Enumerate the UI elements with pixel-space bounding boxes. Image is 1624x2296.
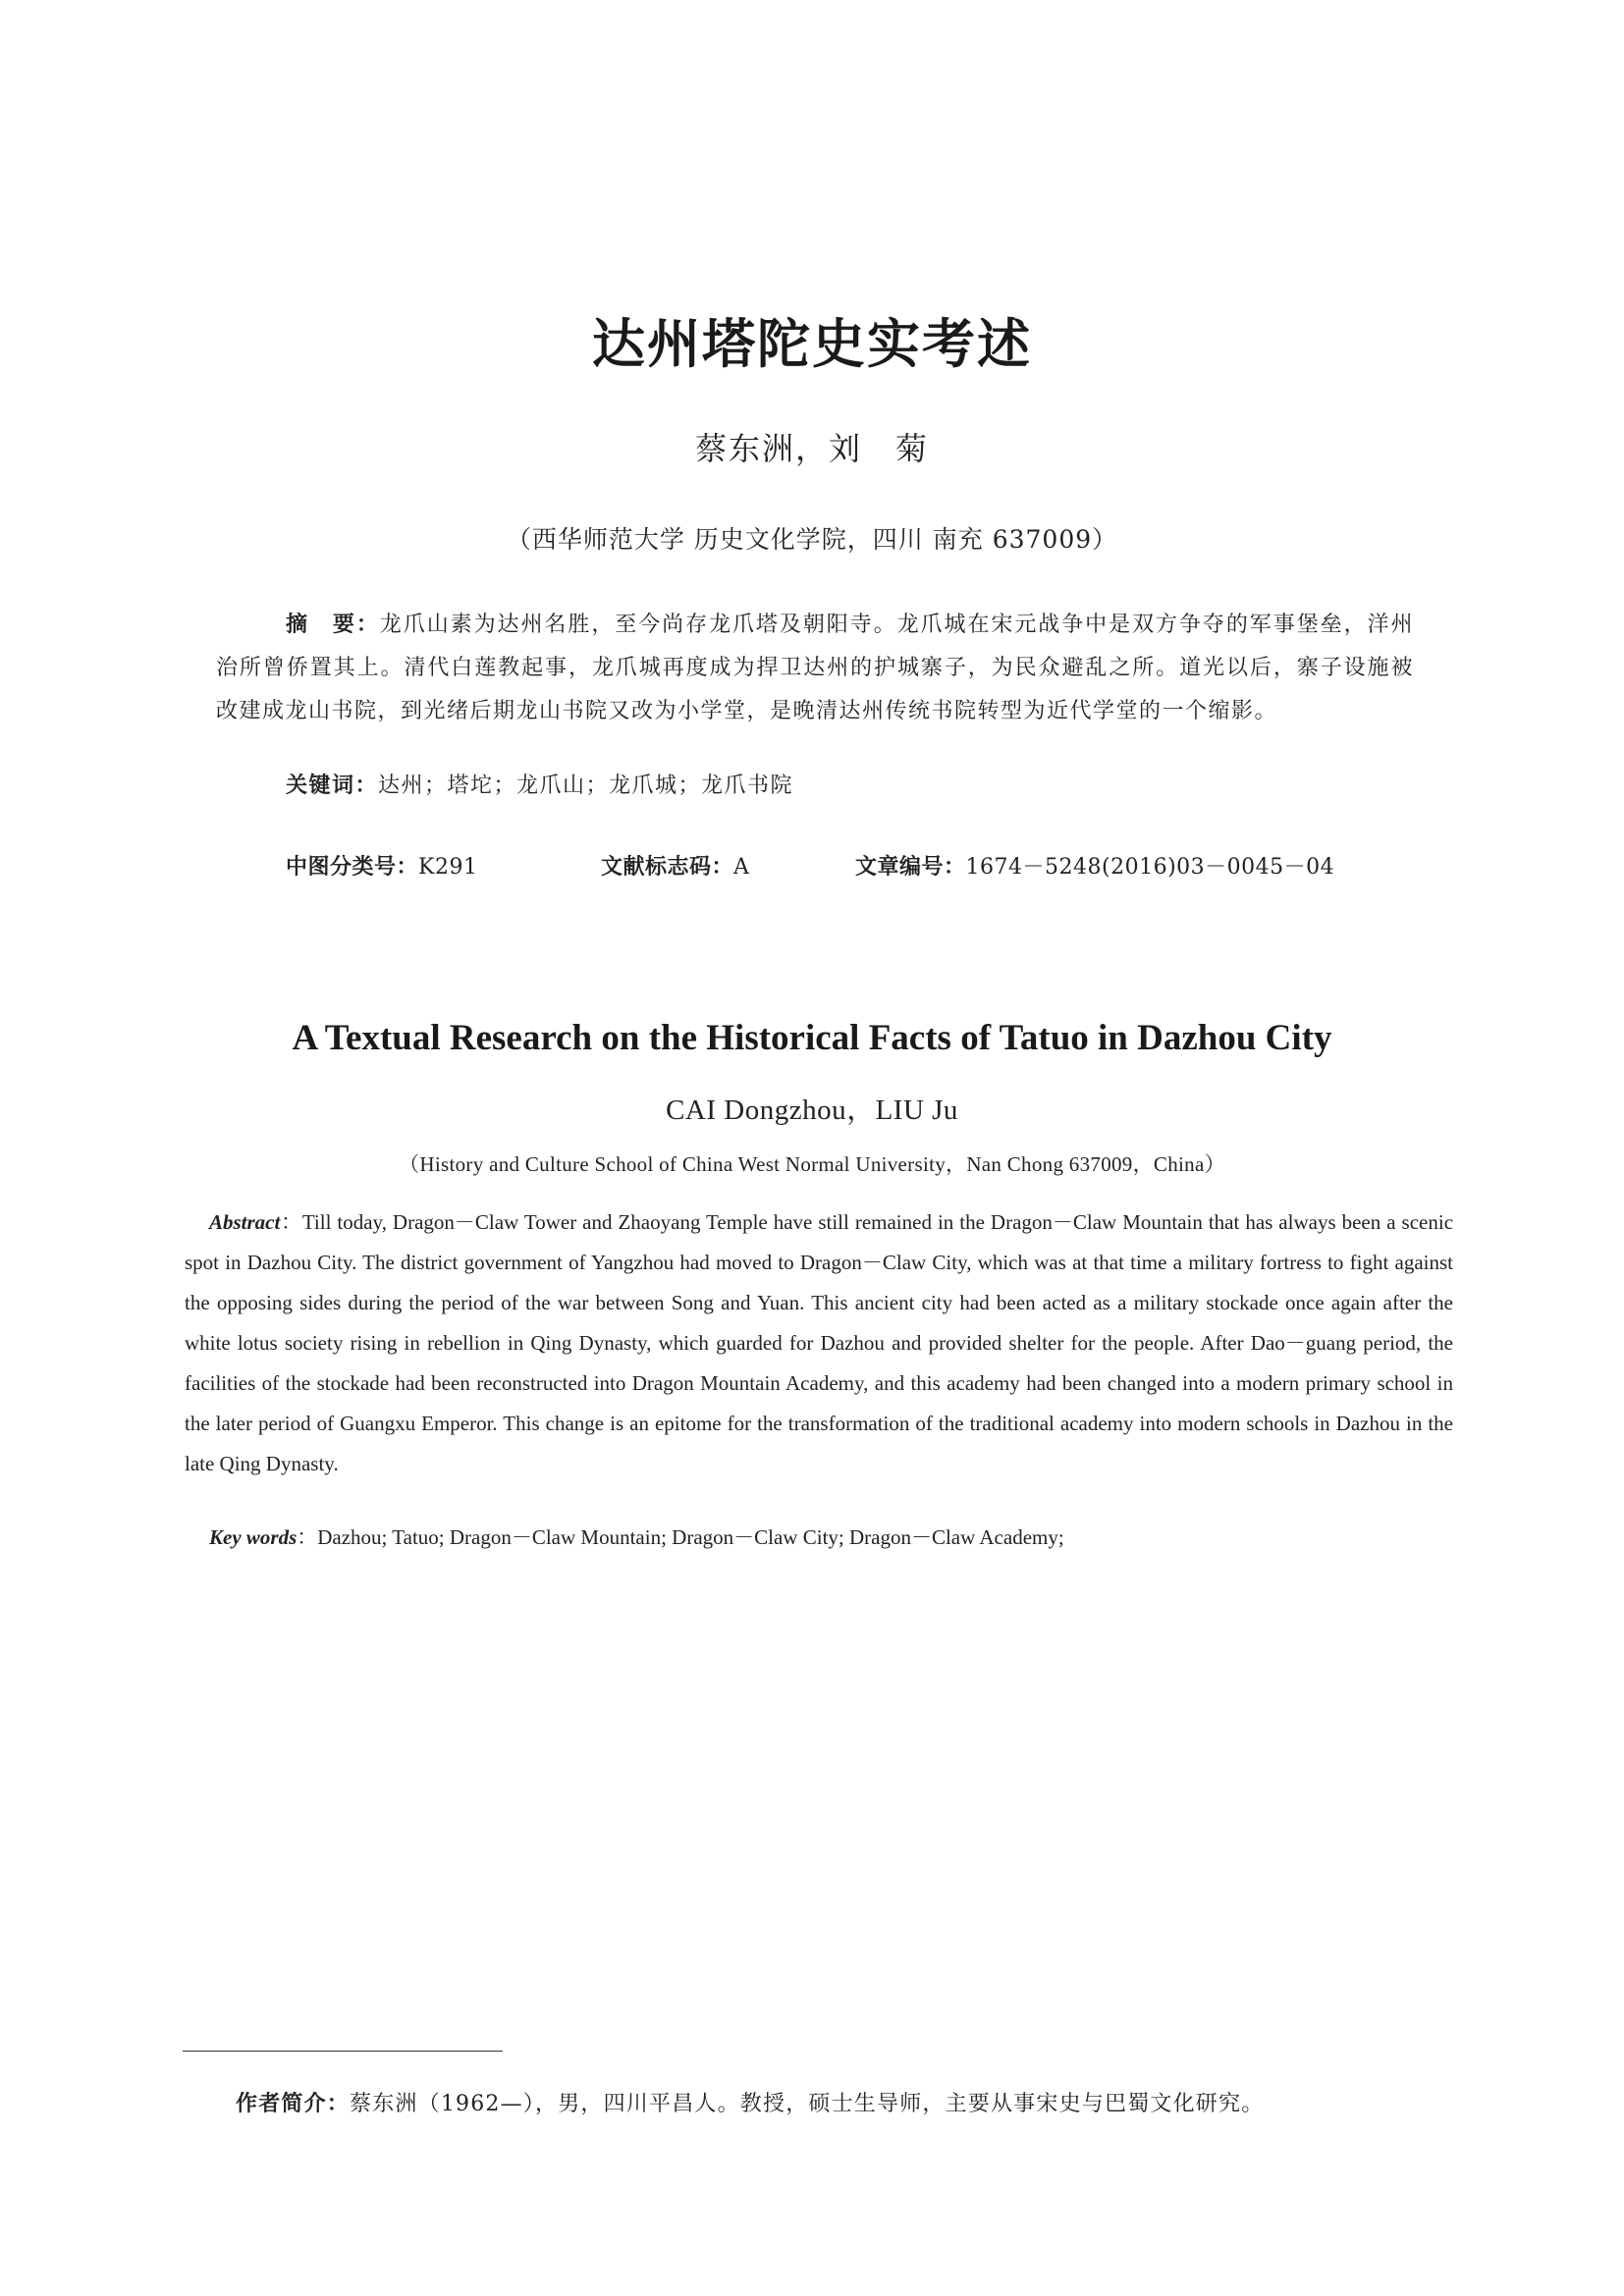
article-number-value: 1674－5248(2016)03－0045－04: [965, 855, 1335, 880]
keywords-english: [209, 1522, 1064, 1551]
article-number-label: 文章编号：: [855, 855, 966, 880]
affiliation-chinese: （西华师范大学 历史文化学院，四川 南充 637009）: [506, 525, 1118, 554]
author-bio-footnote: [236, 2087, 1264, 2117]
keywords-label-chinese: 关键词：: [286, 774, 379, 798]
abstract-text-chinese: 龙爪山素为达州名胜，至今尚存龙爪塔及朝阳寺。龙爪城在宋元战争中是双方争夺的军事堡垒，洋州治所曾侨置其上。清代白莲教起事，龙爪城再度成为捍卫达州的护城寨子，为民众避乱之所。道光以后，寨子设施被改建成龙山书院，到光绪后期龙山书院又改为小学堂，是晚清达州传统书院转型为近代学堂的一个缩影。: [216, 613, 1414, 723]
document-code: [601, 850, 749, 881]
clc-label: 中图分类号：: [286, 855, 419, 880]
document-code-value: A: [733, 855, 750, 880]
keywords-label-english: Key words: [209, 1525, 298, 1549]
paper-title-english: A Textual Research on the Historical Facts of Tatuo in Dazhou City: [292, 1018, 1332, 1058]
abstract-label-english: Abstract: [209, 1210, 281, 1234]
document-code-label: 文献标志码：: [601, 855, 734, 880]
abstract-label-chinese: 摘 要：: [286, 613, 380, 637]
abstract-text-english: Till today, Dragon－Claw Tower and Zhaoyang Temple have still remained in the Dragon－Claw Mountain that has always been a scenic spot in Dazhou City. The district government of Yangzhou had moved to Dragon－Claw City, which was at that time a military fortress to fight against the opposing sides during the period of the war between Song and Yuan. This ancient city had been acted as a military stockade once again after the white lotus society rising in rebellion in Qing Dynasty, which guarded for Dazhou and provided shelter for the people. After Dao－guang period, the facilities of the stockade had been reconstructed into Dragon Mountain Academy, and this academy had been changed into a modern primary school in the later period of Guangxu Emperor. This change is an epitome for the transformation of the traditional academy into modern schools in Dazhou in the late Qing Dynasty.: [185, 1210, 1454, 1475]
authors-chinese: 蔡东洲，刘 菊: [694, 430, 929, 467]
authors-english: CAI Dongzhou，LIU Ju: [666, 1095, 958, 1126]
paper-title-chinese: 达州塔陀史实考述: [592, 312, 1032, 375]
author-bio-label: 作者简介：: [236, 2092, 351, 2116]
clc-number: [286, 850, 477, 881]
article-number: [855, 850, 1334, 881]
footnote-divider: [183, 2051, 503, 2052]
clc-value: K291: [418, 855, 478, 880]
affiliation-english: （History and Culture School of China West Normal University，Nan Chong 637009，China）: [399, 1152, 1225, 1176]
abstract-english: [185, 1202, 1453, 1484]
abstract-chinese: [216, 604, 1414, 733]
keywords-chinese: [286, 769, 793, 799]
keywords-separator-english: ：: [297, 1525, 318, 1549]
author-bio-text: 蔡东洲（1962—），男，四川平昌人。教授，硕士生导师，主要从事宋史与巴蜀文化研究。: [350, 2092, 1265, 2116]
abstract-separator-english: ：: [280, 1210, 302, 1234]
keywords-text-english: Dazhou; Tatuo; Dragon－Claw Mountain; Dragon－Claw City; Dragon－Claw Academy;: [317, 1525, 1064, 1549]
keywords-text-chinese: 达州；塔坨；龙爪山；龙爪城；龙爪书院: [378, 774, 794, 798]
